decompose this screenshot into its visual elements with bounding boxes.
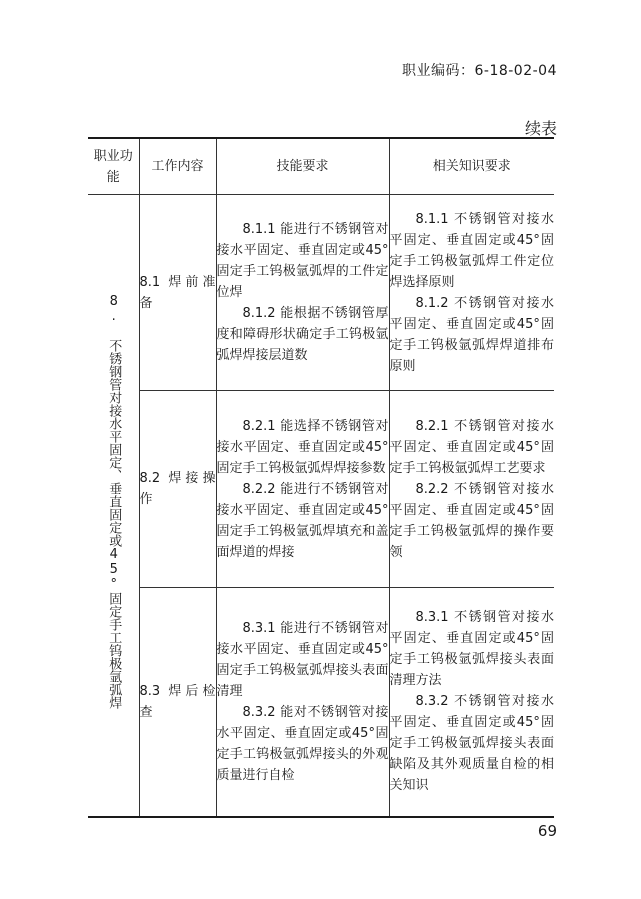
column-header-function: 职业功能: [88, 138, 139, 195]
table-row: [88, 588, 554, 817]
column-header-skills: 技能要求: [216, 138, 389, 195]
occupation-code: 职业编码：6-18-02-04: [401, 63, 557, 79]
skills-table: [88, 137, 554, 818]
work-content-cell: 8.2 焊接操作: [139, 391, 216, 588]
skill-item: 8.3.2 能对不锈钢管对接水平固定、垂直固定或45°固定手工钨极氩弧焊接头的外观质量进行自检: [216, 704, 389, 783]
column-header-work: 工作内容: [139, 138, 216, 195]
column-header-knowledge: 相关知识要求: [389, 138, 554, 195]
skill-cell: [216, 391, 389, 588]
page-number: 69: [537, 822, 557, 840]
table-row: [88, 391, 554, 588]
skill-item: 8.3.1 能进行不锈钢管对接水平固定、垂直固定或45°固定手工钨极氩弧焊接头表面清理: [216, 620, 389, 699]
skill-cell: [216, 195, 389, 391]
knowledge-item: 8.1.1 不锈钢管对接水平固定、垂直固定或45°固定手工钨极氩弧焊工件定位焊选择原则: [389, 211, 554, 290]
work-content-cell: 8.3 焊后检查: [139, 588, 216, 817]
function-cell: [88, 195, 139, 817]
knowledge-item: 8.2.2 不锈钢管对接水平固定、垂直固定或45°固定手工钨极氩弧焊的操作要领: [389, 481, 554, 560]
skill-cell: [216, 588, 389, 817]
knowledge-item: 8.3.1 不锈钢管对接水平固定、垂直固定或45°固定手工钨极氩弧焊接头表面清理方法: [389, 610, 554, 689]
table-row: [88, 195, 554, 391]
knowledge-cell: [389, 391, 554, 588]
knowledge-cell: [389, 195, 554, 391]
skill-item: 8.1.1 能进行不锈钢管对接水平固定、垂直固定或45°固定手工钨极氩弧焊的工件定位焊: [216, 222, 389, 300]
continued-label: 续表: [524, 119, 557, 138]
knowledge-item: 8.1.2 不锈钢管对接水平固定、垂直固定或45°固定手工钨极氩弧焊焊道排布原则: [389, 295, 554, 374]
work-content-cell: 8.1 焊前准备: [139, 195, 216, 391]
knowledge-item: 8.3.2 不锈钢管对接水平固定、垂直固定或45°固定手工钨极氩弧焊接头表面缺陷及其外观质量自检的相关知识: [389, 694, 554, 794]
knowledge-cell: [389, 588, 554, 817]
table-header-row: [88, 138, 554, 195]
skill-item: 8.1.2 能根据不锈钢管厚度和障碍形状确定手工钨极氩弧焊焊接层道数: [216, 306, 389, 363]
function-text: 8. 不锈钢管对接水平固定、垂直固定或45°固定手工钨极氩弧焊: [106, 294, 122, 710]
skill-item: 8.2.1 能选择不锈钢管对接水平固定、垂直固定或45°固定手工钨极氩弧焊焊接参数: [216, 418, 389, 476]
knowledge-item: 8.2.1 不锈钢管对接水平固定、垂直固定或45°固定手工钨极氩弧焊工艺要求: [389, 418, 554, 476]
skill-item: 8.2.2 能进行不锈钢管对接水平固定、垂直固定或45°固定手工钨极氩弧焊填充和盖面焊道的焊接: [216, 481, 389, 560]
